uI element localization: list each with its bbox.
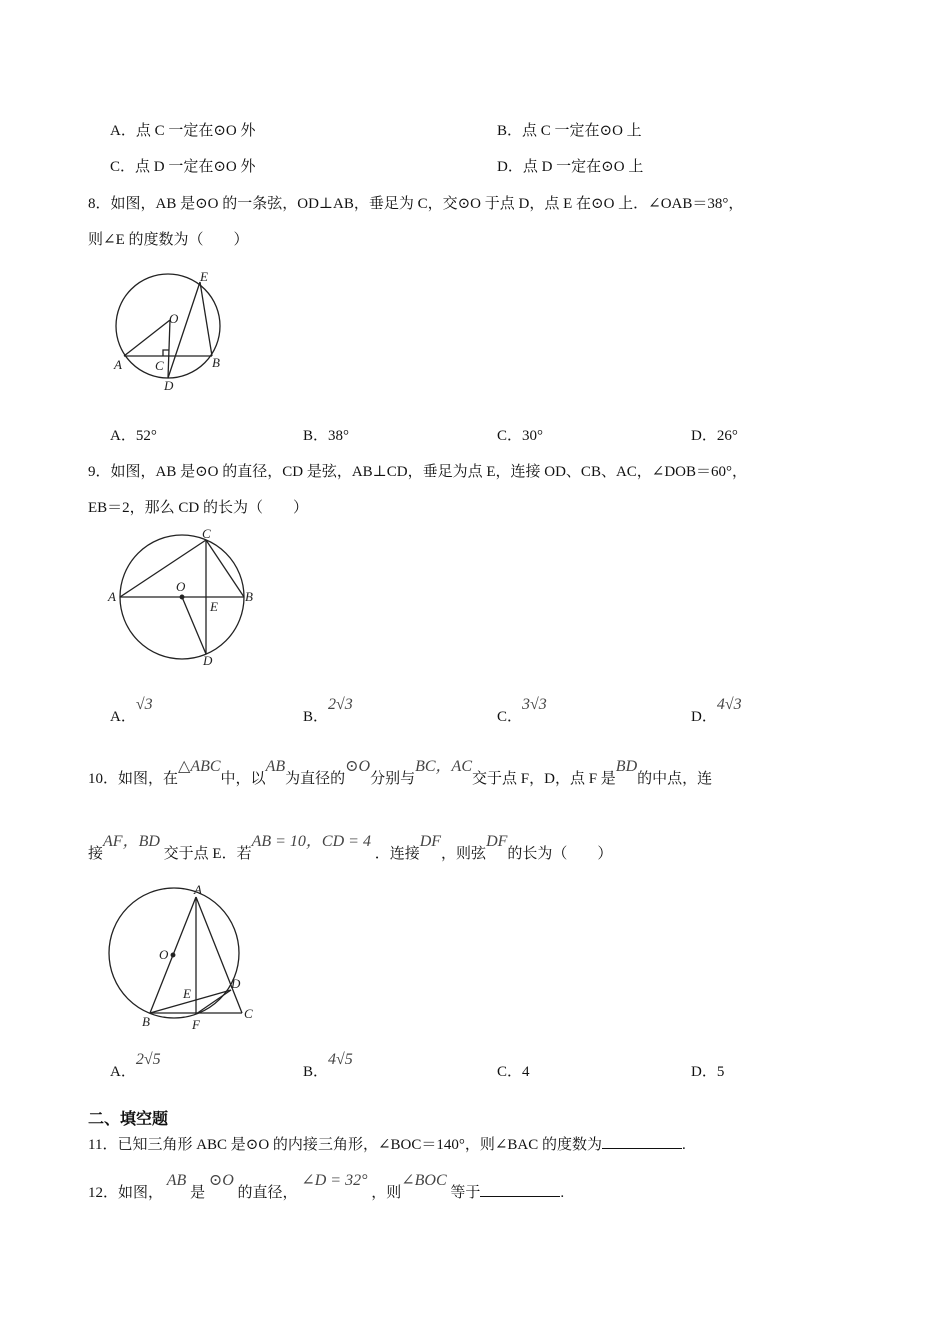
q9-option-d: D．4√3: [691, 696, 742, 725]
q12-stem: 12．如图， AB 是 ⊙O 的直径， ∠D = 32° ，则∠BOC 等于 .: [88, 1172, 565, 1201]
q8-label-b: B: [212, 355, 220, 370]
q9-label-d: D: [203, 653, 213, 668]
q7-option-b: B．点 C 一定在⊙O 上: [497, 123, 642, 139]
q9-label-o: O: [176, 579, 186, 594]
q10-label-c: C: [244, 1006, 253, 1021]
q12-answer-blank[interactable]: [480, 1196, 560, 1197]
q8-stem-line1: 8．如图，AB 是⊙O 的一条弦，OD⊥AB，垂足为 C，交⊙O 于点 D，点 E 在⊙O 上．∠OAB＝38°，: [88, 196, 744, 212]
q9-option-b: B．2√3: [303, 696, 353, 725]
q8-label-a: A: [114, 357, 122, 372]
section-title: 二、填空题: [88, 1109, 169, 1128]
q9-label-c: C: [202, 526, 211, 541]
q8-option-a: A．52°: [110, 428, 157, 444]
q9-figure: [120, 535, 244, 659]
q10-option-c: C．4: [497, 1064, 530, 1080]
q10-label-d: D: [231, 976, 241, 991]
q10-label-b: B: [142, 1014, 150, 1029]
q10-stem-line1: 10．如图，在△ABC中，以AB为直径的⊙O分别与BC，AC交于点 F，D，点 F 是BD的中点，连: [88, 758, 713, 787]
q8-option-c: C．30°: [497, 428, 544, 444]
q10-label-f: F: [192, 1017, 200, 1032]
q11-stem: 11．已知三角形 ABC 是⊙O 的内接三角形，∠BOC＝140°，则∠BAC 的度数为 .: [88, 1137, 686, 1153]
q8-label-c: C: [155, 358, 164, 373]
q7-option-d: D．点 D 一定在⊙O 上: [497, 159, 644, 175]
q9-label-a: A: [108, 589, 116, 604]
q9-label-e: E: [210, 599, 218, 614]
q9-stem-line2: EB＝2，那么 CD 的长为（ ）: [88, 500, 309, 516]
q10-label-o: O: [159, 947, 169, 962]
q8-option-d: D．26°: [691, 428, 738, 444]
q8-figure: [116, 274, 220, 378]
q8-label-d: D: [164, 378, 174, 393]
q10-stem-line2: 接AF，BD 交于点 E．若AB = 10，CD = 4 ．连接DF，则弦DF的长为（ ）: [88, 833, 613, 862]
q10-label-e: E: [183, 986, 191, 1001]
q7-option-a: A．点 C 一定在⊙O 外: [110, 123, 256, 139]
q8-label-e: E: [200, 269, 208, 284]
q10-figure: [109, 888, 242, 1018]
q10-label-a: A: [194, 882, 202, 897]
q9-stem-line1: 9．如图，AB 是⊙O 的直径，CD 是弦，AB⊥CD，垂足为点 E，连接 OD、CB、AC，∠DOB＝60°，: [88, 464, 748, 480]
q9-label-b: B: [245, 589, 253, 604]
q7-option-c: C．点 D 一定在⊙O 外: [110, 159, 256, 175]
q10-option-d: D．5: [691, 1064, 725, 1080]
q9-option-a: A．√3: [110, 696, 153, 725]
q10-option-a: A．2√5: [110, 1051, 161, 1080]
q11-answer-blank[interactable]: [602, 1148, 682, 1149]
q9-option-c: C．3√3: [497, 696, 547, 725]
q8-option-b: B．38°: [303, 428, 350, 444]
q10-option-b: B．4√5: [303, 1051, 353, 1080]
q8-stem-line2: 则∠E 的度数为（ ）: [88, 232, 249, 248]
q8-label-o: O: [169, 311, 179, 326]
